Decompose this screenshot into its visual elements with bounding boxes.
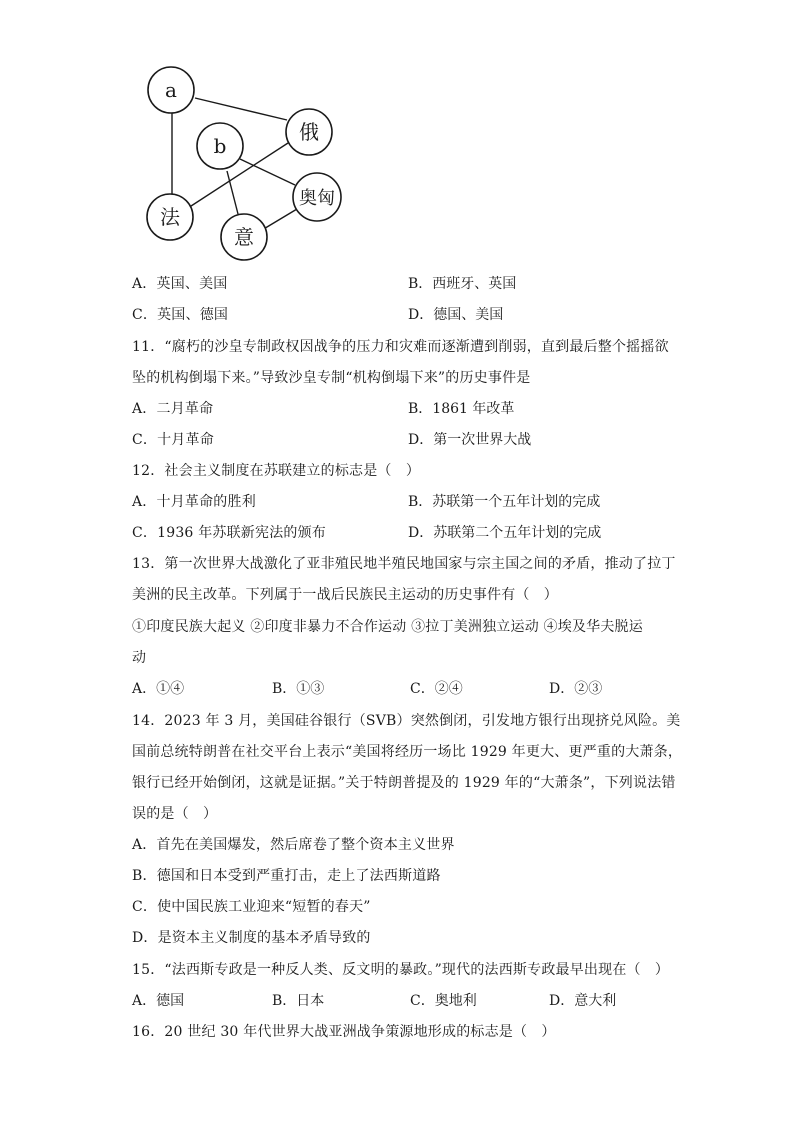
q13-items-line2: 动 bbox=[132, 650, 147, 666]
q13-option-a: A．①④ bbox=[132, 681, 185, 697]
q15-option-c: C．奥地利 bbox=[410, 993, 477, 1009]
q11-option-c: C．十月革命 bbox=[132, 432, 214, 448]
q15-stem: 15．“法西斯专政是一种反人类、反文明的暴政。”现代的法西斯专政最早出现在（ ） bbox=[132, 962, 670, 978]
q10-option-b: B．西班牙、英国 bbox=[408, 276, 517, 292]
q14-stem-line2: 国前总统特朗普在社交平台上表示“美国将经历一场比 1929 年更大、更严重的大萧条， bbox=[132, 744, 683, 760]
q12-option-d: D．苏联第二个五年计划的完成 bbox=[408, 525, 602, 541]
q13-stem-line1: 13．第一次世界大战激化了亚非殖民地半殖民地国家与宗主国之间的矛盾，推动了拉丁 bbox=[132, 556, 676, 572]
q14-stem-line4: 误的是（ ） bbox=[132, 806, 218, 822]
q12-option-a: A．十月革命的胜利 bbox=[132, 494, 256, 510]
q13-items-line1: ①印度民族大起义 ②印度非暴力不合作运动 ③拉丁美洲独立运动 ④埃及华夫脱运 bbox=[132, 619, 643, 635]
node-ao-label: 奥匈 bbox=[299, 188, 335, 209]
edge-b-yi bbox=[227, 171, 238, 214]
q11-stem-line1: 11．“腐朽的沙皇专制政权因战争的压力和灾难而逐渐遭到削弱，直到最后整个摇摇欲 bbox=[132, 339, 669, 355]
q13-option-b: B．①③ bbox=[272, 681, 325, 697]
q14-option-b: B．德国和日本受到严重打击，走上了法西斯道路 bbox=[132, 868, 441, 884]
q12-stem: 12．社会主义制度在苏联建立的标志是（ ） bbox=[132, 463, 421, 479]
node-yi-label: 意 bbox=[234, 225, 254, 249]
edge-b-ao bbox=[240, 159, 295, 185]
q15-option-a: A．德国 bbox=[132, 993, 185, 1009]
q15-option-b: B．日本 bbox=[272, 993, 325, 1009]
edge-yi-ao bbox=[262, 209, 297, 230]
q14-stem-line1: 14．2023 年 3 月，美国硅谷银行（SVB）突然倒闭，引发地方银行出现挤兑风险。美 bbox=[132, 713, 681, 729]
q14-option-a: A．首先在美国爆发，然后席卷了整个资本主义世界 bbox=[132, 837, 455, 853]
q11-option-b: B．1861 年改革 bbox=[408, 401, 515, 417]
q11-option-d: D．第一次世界大战 bbox=[408, 432, 532, 448]
alliance-diagram-svg bbox=[140, 60, 350, 265]
q15-option-d: D．意大利 bbox=[549, 993, 617, 1009]
node-fa-label: 法 bbox=[160, 205, 180, 229]
alliance-diagram bbox=[140, 60, 350, 265]
node-a-label: a bbox=[165, 78, 177, 102]
q11-option-a: A．二月革命 bbox=[132, 401, 214, 417]
q13-stem-line2: 美洲的民主改革。下列属于一战后民族民主运动的历史事件有（ ） bbox=[132, 587, 558, 603]
node-b-label: b bbox=[213, 134, 227, 158]
q14-option-d: D．是资本主义制度的基本矛盾导致的 bbox=[132, 930, 371, 946]
node-e-label: 俄 bbox=[299, 120, 319, 144]
edge-a-e bbox=[195, 98, 287, 120]
q16-stem: 16．20 世纪 30 年代世界大战亚洲战争策源地形成的标志是（ ） bbox=[132, 1024, 556, 1040]
q10-option-d: D．德国、美国 bbox=[408, 307, 504, 323]
q10-option-a: A．英国、美国 bbox=[132, 276, 228, 292]
q11-stem-line2: 坠的机构倒塌下来。”导致沙皇专制“机构倒塌下来”的历史事件是 bbox=[132, 370, 531, 386]
q13-option-d: D．②③ bbox=[549, 681, 603, 697]
q14-stem-line3: 银行已经开始倒闭，这就是证据。”关于特朗普提及的 1929 年的“大萧条”，下列说法错 bbox=[132, 775, 676, 791]
q12-option-c: C．1936 年苏联新宪法的颁布 bbox=[132, 525, 326, 541]
q13-option-c: C．②④ bbox=[410, 681, 463, 697]
q10-option-c: C．英国、德国 bbox=[132, 307, 229, 323]
q12-option-b: B．苏联第一个五年计划的完成 bbox=[408, 494, 601, 510]
q14-option-c: C．使中国民族工业迎来“短暂的春天” bbox=[132, 899, 371, 915]
